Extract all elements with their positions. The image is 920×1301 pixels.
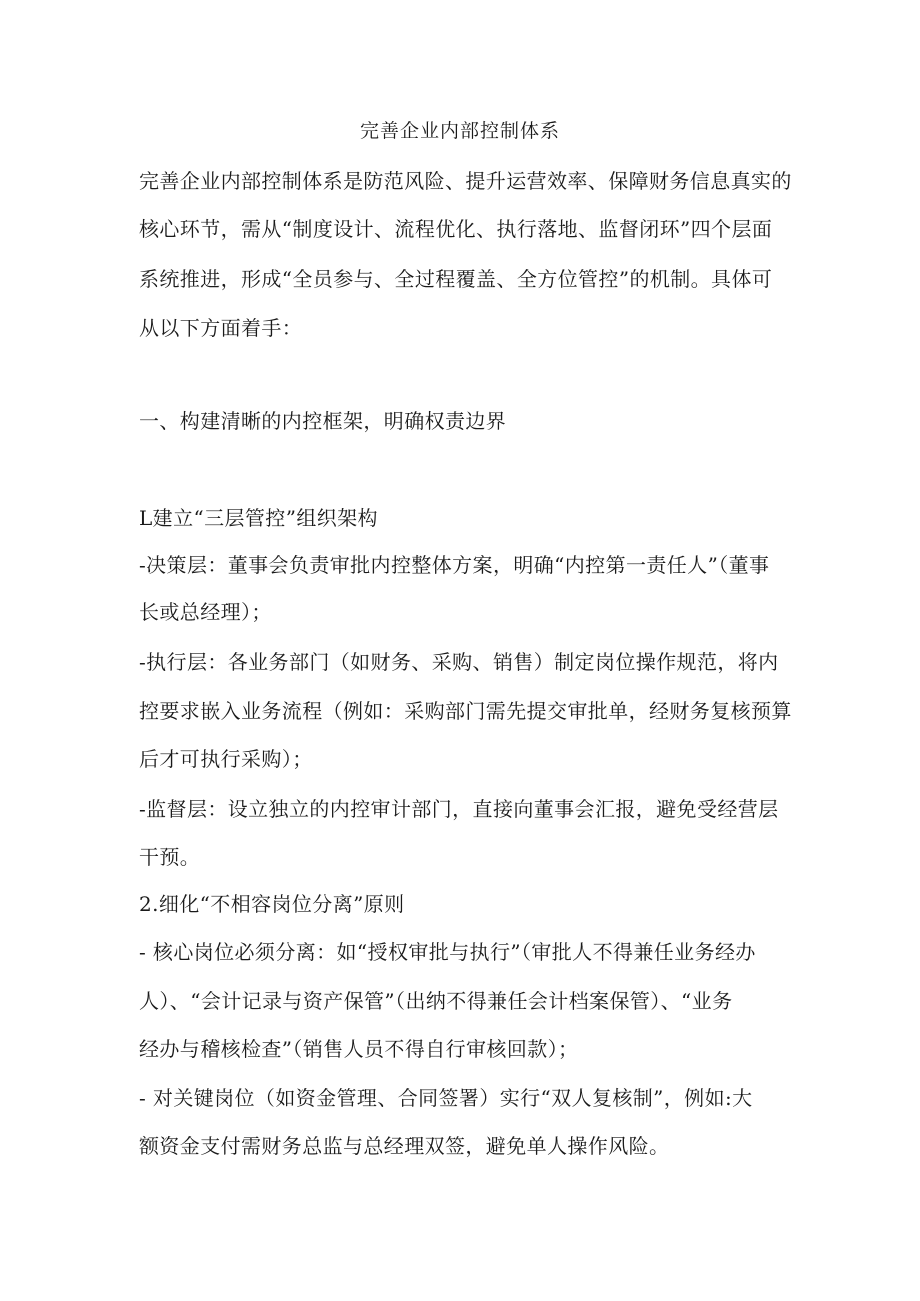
subsection-line: 干预。 [139,845,201,869]
subsection-line: -执行层：各业务部门（如财务、采购、销售）制定岗位操作规范，将内 [139,650,779,674]
intro-line: 系统推进，形成“全员参与、全过程覆盖、全方位管控”的机制。具体可 [139,267,773,291]
document-title: 完善企业内部控制体系 [359,120,560,142]
subsection-line: -决策层：董事会负责审批内控整体方案，明确“内控第一责任人”（董事 [139,553,770,577]
subsection-line: - 对关键岗位（如资金管理、合同签署）实行“双人复核制”，例如:大 [139,1086,753,1110]
subsection-line: 额资金支付需财务总监与总经理双签，避免单人操作风险。 [139,1134,670,1158]
subsection-line: -监督层：设立独立的内控审计部门，直接向董事会汇报，避免受经营层 [139,797,779,821]
subsection-heading: 2.细化“不相容岗位分离”原则 [139,892,405,916]
intro-line: 核心环节，需从“制度设计、流程优化、执行落地、监督闭环”四个层面 [139,217,773,241]
intro-line: 完善企业内部控制体系是防范风险、提升运营效率、保障财务信息真实的 [139,169,792,193]
subsection-line: 经办与稽核检查”（销售人员不得自行审核回款）； [139,1037,579,1061]
section-heading: 一、构建清晰的内控框架，明确权责边界 [139,409,507,433]
subsection-line: 控要求嵌入业务流程（例如：采购部门需先提交审批单，经财务复核预算 [139,699,792,723]
subsection-line: 人）、“会计记录与资产保管”（出纳不得兼任会计档案保管）、“业务 [139,989,733,1013]
subsection-heading: L建立“三层管控”组织架构 [139,506,378,530]
subsection-line: - 核心岗位必须分离：如“授权审批与执行”（审批人不得兼任业务经办 [139,940,756,964]
intro-line: 从以下方面着手： [139,316,303,340]
subsection-line: 后才可执行采购）； [139,747,313,771]
subsection-line: 长或总经理）； [139,600,272,624]
